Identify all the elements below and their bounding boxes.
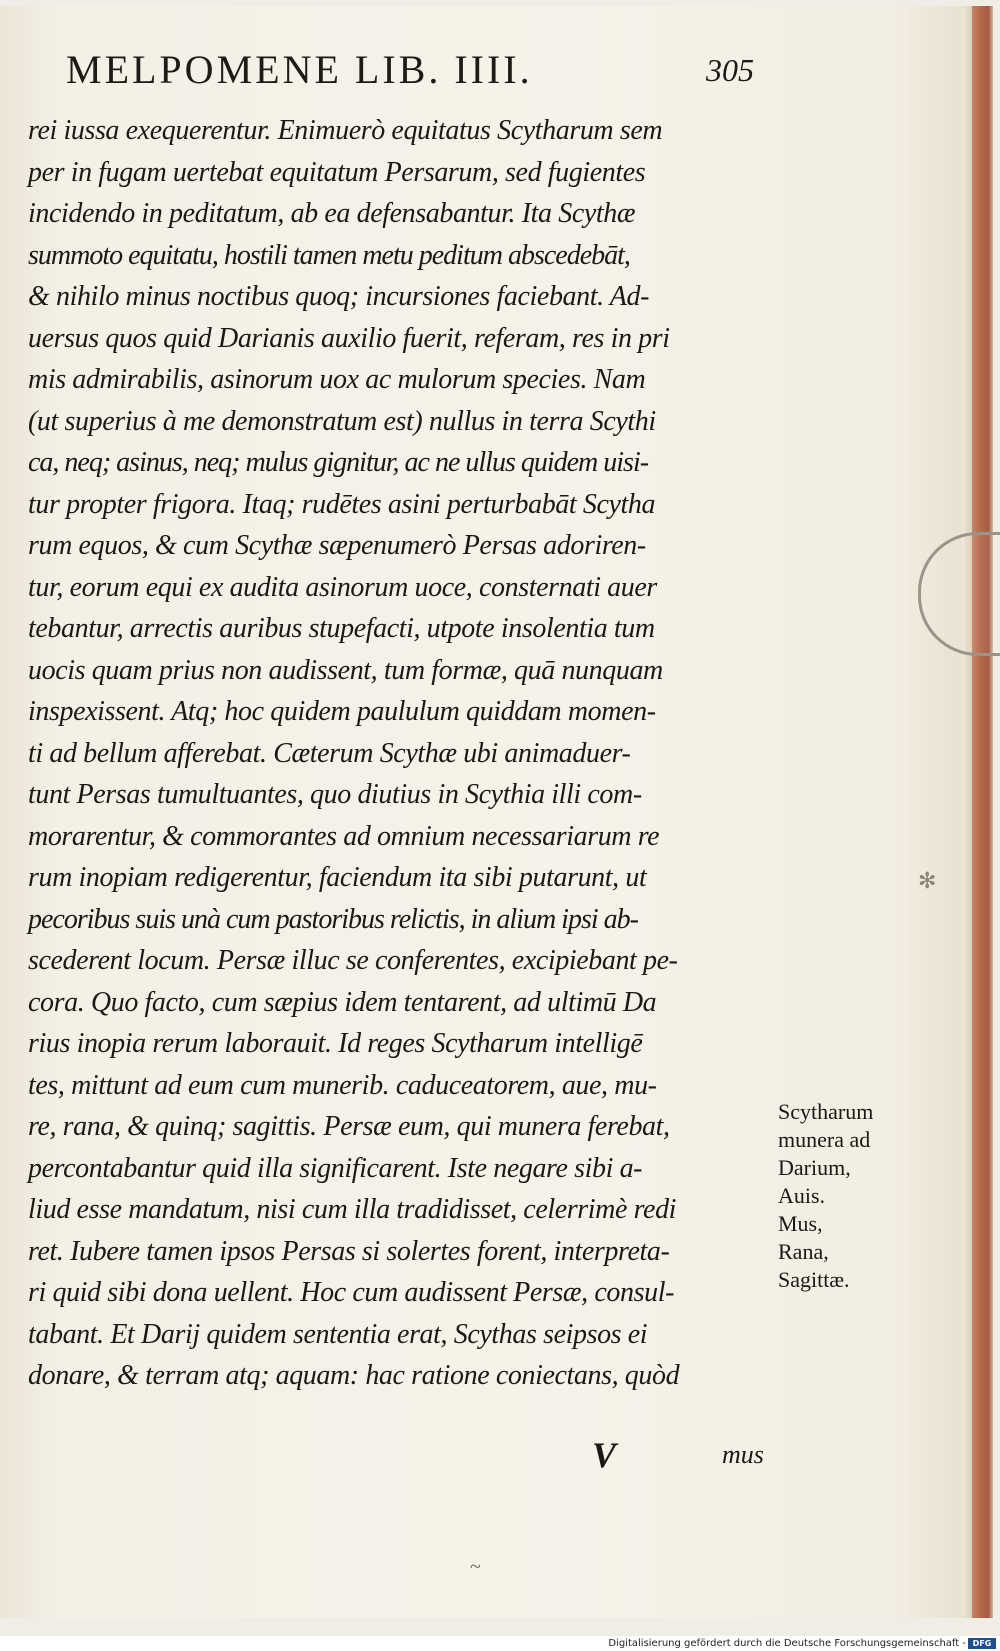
text-line: percontabantur quid illa significarent. Iste negare sibi a- (28, 1152, 643, 1184)
text-line: ti ad bellum afferebat. Cæterum Scythæ ubi animaduer- (28, 737, 631, 769)
text-line: cora. Quo facto, cum sæpius idem tentarent, ad ultimū Da (28, 986, 657, 1018)
digitization-footer (0, 1636, 1000, 1651)
text-line: ret. Iubere tamen ipsos Persas si solertes forent, interpreta- (28, 1235, 670, 1267)
text-line: tur propter frigora. Itaq; rudētes asini perturbabāt Scytha (28, 488, 656, 520)
margin-note-line: Scytharum (778, 1099, 874, 1124)
text-line: liud esse mandatum, nisi cum illa tradidisset, celerrimè redi (28, 1194, 677, 1225)
margin-note-line: Darium, (778, 1155, 851, 1180)
ink-smudge: ~ (470, 1556, 481, 1578)
text-line: ri quid sibi dona uellent. Hoc cum audissent Persæ, consul- (28, 1277, 675, 1308)
text-line: mis admirabilis, asinorum uox ac mulorum species. Nam (28, 364, 646, 395)
text-line: rei iussa exequerentur. Enimuerò equitatus Scytharum sem (28, 115, 663, 146)
ink-blot-ornament: ✻ (918, 868, 937, 893)
dfg-logo: DFG (968, 1638, 996, 1649)
margin-note-line: munera ad (778, 1127, 871, 1152)
page-edge-red (971, 6, 993, 1618)
catchword: mus (722, 1440, 764, 1469)
text-line: & nihilo minus noctibus quoq; incursiones faciebant. Ad- (28, 281, 650, 312)
margin-note-line: Sagittæ. (778, 1267, 850, 1292)
text-line: incidendo in peditatum, ab ea defensabantur. Ita Scythæ (28, 198, 636, 229)
page-number: 305 (706, 52, 754, 88)
text-line: uersus quos quid Darianis auxilio fuerit, referam, res in pri (28, 322, 670, 354)
page-header (66, 46, 806, 96)
body-text (28, 110, 778, 1397)
text-line: tebantur, arrectis auribus stupefacti, utpote insolentia tum (28, 613, 655, 644)
text-line: summoto equitatu, hostili tamen metu peditum abscedebāt, (28, 239, 630, 271)
text-line: pecoribus suis unà cum pastoribus relictis, in alium ipsi ab- (28, 903, 638, 935)
text-line: (ut superius à me demonstratum est) nullus in terra Scythi (28, 405, 656, 437)
margin-note (778, 1098, 908, 1294)
page-edge-inner (962, 6, 972, 1618)
signature-mark: V (592, 1435, 617, 1475)
text-line: inspexissent. Atq; hoc quidem paululum quiddam momen- (28, 696, 656, 727)
text-line: tabant. Et Darij quidem sententia erat, Scythas seipsos ei (28, 1318, 648, 1350)
text-line: morarentur, & commorantes ad omnium necessariarum re (28, 820, 660, 852)
text-line: donare, & terram atq; aquam: hac ratione coniectans, quòd (28, 1360, 680, 1391)
text-line: tes, mittunt ad eum cum munerib. caduceatorem, aue, mu- (28, 1069, 657, 1101)
margin-note-line: Rana, (778, 1239, 829, 1264)
text-line: rum inopiam redigerentur, faciendum ita sibi putarunt, ut (28, 862, 647, 893)
running-title: MELPOMENE LIB. IIII. (66, 47, 533, 92)
text-line: rum equos, & cum Scythæ sæpenumerò Persas adoriren- (28, 530, 646, 561)
footer-credit: Digitalisierung gefördert durch die Deutsche Forschungsgemeinschaft - (608, 1638, 966, 1649)
text-line: per in fugam uertebat equitatum Persarum, sed fugientes (28, 156, 646, 188)
text-line: re, rana, & quinq; sagittis. Persæ eum, qui munera ferebat, (28, 1111, 670, 1142)
text-line: rius inopia rerum laborauit. Id reges Scytharum intelligē (28, 1028, 643, 1059)
text-line: tur, eorum equi ex audita asinorum uoce, consternati auer (28, 571, 657, 603)
text-line: uocis quam prius non audissent, tum formæ, quā nunquam (28, 654, 663, 686)
text-line: ca, neq; asinus, neq; mulus gignitur, ac ne ullus quidem uisi- (28, 447, 649, 478)
margin-note-line: Mus, (778, 1211, 823, 1236)
text-line: scederent locum. Persæ illuc se conferentes, excipiebant pe- (28, 945, 678, 976)
text-line: tunt Persas tumultuantes, quo diutius in Scythia illi com- (28, 779, 642, 810)
margin-note-line: Auis. (778, 1183, 826, 1208)
